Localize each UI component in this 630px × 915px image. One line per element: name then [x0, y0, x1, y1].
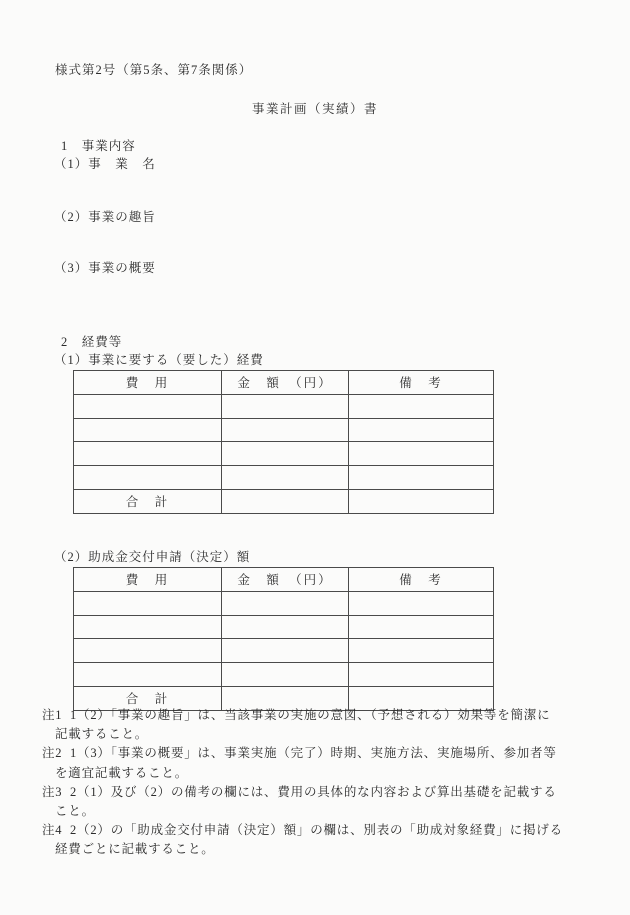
empty-cell — [74, 615, 222, 639]
empty-cell — [74, 466, 222, 490]
empty-cell — [74, 418, 222, 442]
empty-cell — [349, 466, 494, 490]
empty-cell — [222, 615, 349, 639]
empty-cell — [74, 591, 222, 615]
empty-cell — [222, 418, 349, 442]
empty-cell — [74, 394, 222, 418]
empty-cell — [349, 442, 494, 466]
empty-cell — [222, 639, 349, 663]
total-label-cell: 合 計 — [74, 489, 222, 513]
empty-cell — [222, 489, 349, 513]
expense-table-2 — [73, 567, 494, 711]
table-row — [74, 394, 494, 418]
note-text-line: 1（2）「事業の趣旨」は、当該事業の実施の意図、（予想される）効果等を簡潔に — [70, 708, 551, 722]
table-row — [74, 418, 494, 442]
note-4 — [42, 821, 587, 859]
table-row — [74, 591, 494, 615]
note-1 — [42, 706, 587, 744]
table-row — [74, 466, 494, 490]
section1-item-project-outline: （3）事業の概要 — [54, 261, 156, 275]
empty-cell — [349, 639, 494, 663]
empty-cell — [222, 442, 349, 466]
header-cell-remarks: 備 考 — [349, 371, 494, 395]
header-cell-amount: 金 額 （円） — [222, 568, 349, 592]
table-header-row — [74, 371, 494, 395]
section1-item-project-name: （1）事 業 名 — [54, 157, 156, 171]
section1-heading: 1 事業内容 — [61, 139, 136, 153]
section2-heading: 2 経費等 — [61, 335, 123, 349]
section1-item-project-purpose: （2）事業の趣旨 — [54, 210, 156, 224]
note-text-line: 1（3）「事業の概要」は、事業実施（完了）時期、実施方法、実施場所、参加者等 — [70, 746, 557, 761]
note-text-line: 2（2）の「助成金交付申請（決定）額」の欄は、別表の「助成対象経費」に掲げる — [70, 823, 563, 838]
table-header-row — [74, 568, 494, 592]
empty-cell — [222, 466, 349, 490]
empty-cell — [74, 442, 222, 466]
note-text-line: こと。 — [55, 803, 95, 818]
empty-cell — [74, 663, 222, 687]
table-row — [74, 615, 494, 639]
total-label-cell: 合 計 — [74, 686, 222, 710]
table-row — [74, 639, 494, 663]
table2-caption: （2）助成金交付申請（決定）額 — [54, 550, 251, 564]
empty-cell — [222, 663, 349, 687]
note-text-line: 記載すること。 — [55, 727, 149, 742]
empty-cell — [349, 418, 494, 442]
empty-cell — [349, 591, 494, 615]
empty-cell — [222, 591, 349, 615]
empty-cell — [349, 615, 494, 639]
note-text-line: 2（1）及び（2）の備考の欄には、費用の具体的な内容および算出基礎を記載する — [70, 784, 557, 799]
header-cell-expense: 費 用 — [74, 371, 222, 395]
empty-cell — [222, 394, 349, 418]
table-row — [74, 663, 494, 687]
header-cell-amount: 金 額 （円） — [222, 371, 349, 395]
expense-table-1 — [73, 370, 494, 514]
note-marker: 注1 — [42, 708, 63, 722]
empty-cell — [74, 639, 222, 663]
note-3 — [42, 783, 587, 821]
note-text-line: 経費ごとに記載すること。 — [55, 842, 215, 857]
notes-block — [42, 706, 587, 860]
note-marker: 注4 — [42, 823, 63, 838]
empty-cell — [349, 394, 494, 418]
form-number-line: 様式第2号（第5条、第7条関係） — [55, 63, 253, 77]
header-cell-remarks: 備 考 — [349, 568, 494, 592]
note-marker: 注3 — [42, 784, 63, 799]
table-row — [74, 442, 494, 466]
note-2 — [42, 744, 587, 782]
note-text-line: を適宜記載すること。 — [55, 765, 189, 780]
note-marker: 注2 — [42, 746, 63, 761]
page-title: 事業計画（実績）書 — [251, 102, 378, 116]
empty-cell — [349, 663, 494, 687]
header-cell-expense: 費 用 — [74, 568, 222, 592]
table-total-row — [74, 489, 494, 513]
empty-cell — [349, 489, 494, 513]
table1-caption: （1）事業に要する（要した）経費 — [54, 353, 264, 367]
